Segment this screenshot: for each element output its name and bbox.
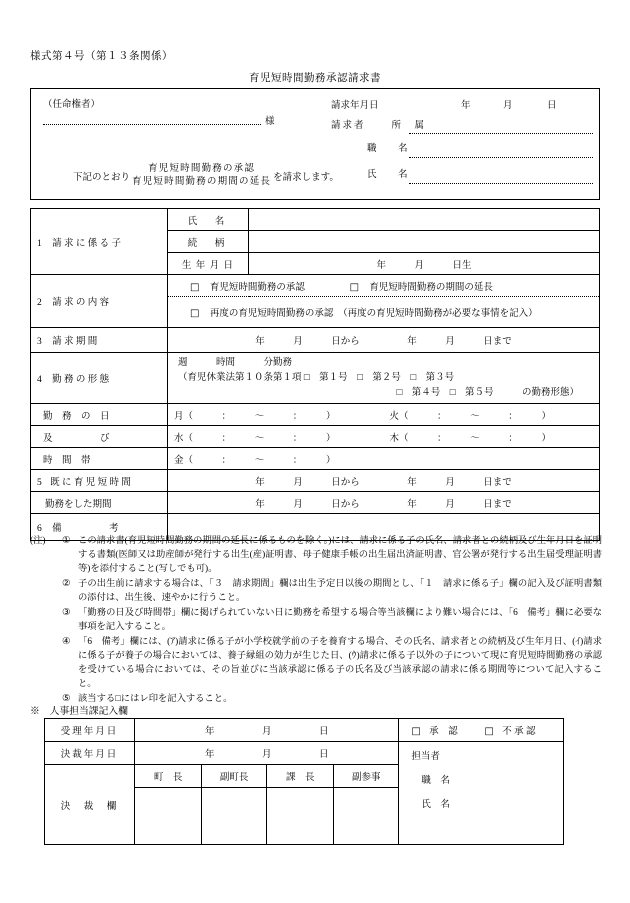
table-row [45,742,564,765]
table-row [168,404,599,425]
staff-name-row [411,796,559,810]
checkbox-approval[interactable]: □ [190,281,200,293]
addressee-input[interactable] [43,124,261,125]
request-items [132,163,271,189]
request-date-month: 月 [503,101,513,111]
table-row [31,492,600,514]
note-text: 子の出生前に請求する場合は、「３ 請求期間」欄は出生予定日以後の期間とし、「１ 請求に係る子」欄の記入及び証明書類の添付は、出生後、速やかに行うこと。 [78,579,602,603]
row3-number: 3 [37,337,42,347]
checkbox-approved[interactable]: □ [411,726,421,737]
requester-label-text: 請求者 [331,121,366,131]
checkbox-extension[interactable]: □ [349,281,360,293]
main-form-table [30,208,600,541]
staff-label: 担当者 [411,752,440,762]
row5-number: 5 [37,477,42,488]
decision-head-2: 課 長 [267,765,334,788]
position-label: 職 名 [367,144,414,154]
addressee-suffix: 様 [265,117,275,127]
note-text: この請求書(育児短時間勤務の期間の延長に係るものを除く。)には、請求に係る子の氏名、請求者との続柄及び生年月日を証明する書類(医師又は助産師が発行する出生(産)証明書、母子健康手帳の出生届出済証明書、官公署が発行する出生届受理証明書等)を添付すること(写しでも可)。 [78,536,602,574]
notes-head: (注) [30,536,46,546]
requester-fields [331,95,593,188]
row4-label [31,353,168,404]
row6-number: 6 [37,524,42,534]
row2-label-text: 請 求 の 内 容 [52,298,110,308]
checkbox-not-approved-label: 不 承 認 [502,727,536,737]
request-statement [73,163,339,189]
checkbox-approved-label: 承 認 [429,727,458,737]
staff-name-label: 氏 名 [421,800,450,810]
row4-number: 4 [37,375,42,385]
child-birth-input[interactable]: 年 月 日生 [249,253,600,275]
staff-position-row [411,772,559,786]
table-row [31,426,600,448]
checkbox-extension-label: 育児短時間勤務の期間の延長 [369,282,493,293]
note-item [30,577,602,605]
name-input[interactable] [409,183,593,184]
row1-label-text: 請 求 に 係 る 子 [52,238,122,249]
request-reapproval-check [168,297,600,328]
workday-wed[interactable]: 水（ ： ～ ： ） [174,433,336,444]
workday-inner-table-3 [168,448,599,469]
request-tail: を請求します。 [273,173,339,183]
affiliation-input[interactable] [409,133,593,134]
receipt-date-label: 受理年月日 [45,719,135,742]
row2-label [31,275,168,328]
workday-grid [168,404,600,426]
hr-table [44,718,564,845]
child-relation-label: 続 柄 [168,231,249,253]
row2-number: 2 [37,298,42,308]
row1-label [31,209,168,275]
request-date-day: 日 [547,101,557,111]
child-relation-input[interactable] [249,231,600,253]
name-label: 氏 名 [367,170,414,180]
checkbox-reapproval[interactable]: □ [190,308,200,319]
note-number: ⑤ [62,694,71,704]
decision-head-0: 町 長 [135,765,202,788]
table-row [168,448,599,469]
decision-seal-1[interactable] [202,788,267,845]
page-title: 育児短時間勤務承認請求書 [249,73,381,84]
workday-grid-3 [168,448,600,470]
note-number: ④ [62,637,71,647]
request-date-year: 年 [461,101,471,111]
note-text: 「6 備考」欄には、(ｱ)請求に係る子が小学校就学前の子を養育する場合、その氏名、請求者との続柄及び生年月日、(ｲ)請求に係る子が養子の場合においては、養子縁組の効力が生じた日、(ｳ)請求に係る子以外の子について現に育児短時間勤務の承認を受けている場合においては、その旨並びに当該承認に係る子の氏名及び当該承認の請求に係る期間等について記入すること。 [78,637,602,689]
row5-label-line2: 勤務をした期間 [31,492,168,514]
child-name-label: 氏 名 [168,209,249,231]
decision-date-input[interactable]: 年 月 日 [135,742,399,765]
request-date-row [331,95,593,115]
child-birth-label: 生 年 月 日 [168,253,249,275]
request-date-label: 請求年月日 [331,101,379,111]
notes-section [30,534,602,707]
note-number: ① [62,536,71,546]
request-lead: 下記のとおり [73,173,131,183]
table-row [31,404,600,426]
decision-seal-3[interactable] [334,788,399,845]
row3-label [31,328,168,353]
request-period-input[interactable]: 年 月 日から 年 月 日まで [168,328,600,353]
position-input[interactable] [409,157,593,158]
form-number: 様式第４号（第１３条関係） [30,51,173,62]
staff-position-label: 職 名 [421,776,450,786]
workday-thu[interactable]: 木（ ： ～ ： ） [389,433,552,444]
decision-seal-0[interactable] [135,788,202,845]
note-text: 「勤務の日及び時間帯」欄に掲げられていない日に勤務を希望する場合等当該欄により難い場合には、「6 備考」欄に必要な事項を記入すること。 [78,608,602,632]
workday-label-3: 時 間 帯 [31,448,168,470]
table-row [31,328,600,353]
affiliation-label-text: 所 属 [391,121,427,131]
row1-number: 1 [37,238,42,249]
decision-label: 決 裁 欄 [45,765,135,845]
work-form-law-line2: □ 第４号 □ 第５号 の勤務形態） [396,387,579,398]
decision-seal-2[interactable] [267,788,334,845]
note-text: 該当する□にはレ印を記入すること。 [78,694,233,704]
request-item-1: 育児短時間勤務の承認 [148,164,256,174]
hr-section-title: ※ 人事担当課記入欄 [30,706,128,717]
previous-period-2[interactable]: 年 月 日から 年 月 日まで [168,492,600,514]
workday-blank[interactable] [384,448,600,469]
note-item [30,534,602,576]
previous-period-1[interactable]: 年 月 日から 年 月 日まで [168,470,600,492]
approval-checks [399,719,564,742]
request-type-checks [168,275,600,297]
note-mark-blank [30,606,62,634]
note-item [30,606,602,634]
requester-box [30,88,600,200]
receipt-date-input[interactable]: 年 月 日 [135,719,399,742]
workday-mon[interactable]: 月（ ： ～ ： ） [174,411,336,422]
note-number: ③ [62,608,71,618]
table-row [168,426,599,447]
workday-label-1: 勤 務 の 日 [31,404,168,426]
work-form-law-line1: （育児休業法第１０条第１項 □ 第１号 □ 第２号 □ 第３号 [178,372,455,383]
row3-label-text: 請 求 期 間 [52,337,98,347]
affiliation-row [331,115,593,136]
decision-date-label: 決裁年月日 [45,742,135,765]
work-form-cell[interactable] [168,353,600,404]
row4-label-text: 勤 務 の 形 態 [52,375,110,385]
table-row [31,209,600,231]
table-row [31,275,600,297]
checkbox-reapproval-label: 再度の育児短時間勤務の承認 （再度の育児短時間勤務が必要な事情を記入） [209,309,538,319]
workday-tue[interactable]: 火（ ： ～ ： ） [389,411,552,422]
workday-inner-table [168,404,599,425]
addressee-line [43,111,313,127]
decision-head-3: 副参事 [334,765,399,788]
staff-block [399,742,564,845]
workday-grid-2 [168,426,600,448]
workday-fri[interactable]: 金（ ： ～ ： ） [174,455,336,466]
appointer-label: （任命権者） [43,100,101,110]
workday-label-2: 及 び [31,426,168,448]
note-mark-blank [30,577,62,605]
workday-inner-table-2 [168,426,599,447]
work-form-hours: 週 時間 分勤務 [178,357,293,368]
addressee-area [43,111,339,187]
row6-label-text: 備 考 [52,524,119,534]
checkbox-not-approved[interactable]: □ [484,726,494,737]
note-mark-blank [30,635,62,691]
note-number: ② [62,579,71,589]
position-row [331,136,593,162]
name-row [331,162,593,188]
note-item [30,635,602,691]
table-row [31,470,600,492]
table-row [45,719,564,742]
table-row [31,353,600,404]
requester-label [331,117,426,131]
row5-label-line1 [31,470,168,492]
child-name-input[interactable] [249,209,600,231]
checkbox-approval-label: 育児短時間勤務の承認 [209,282,305,293]
table-row [31,448,600,470]
request-item-2: 育児短時間勤務の期間の延長 [132,177,272,187]
row5-label-text-1: 既 に 育 児 短 時 間 [50,477,131,488]
decision-head-1: 副町長 [202,765,267,788]
